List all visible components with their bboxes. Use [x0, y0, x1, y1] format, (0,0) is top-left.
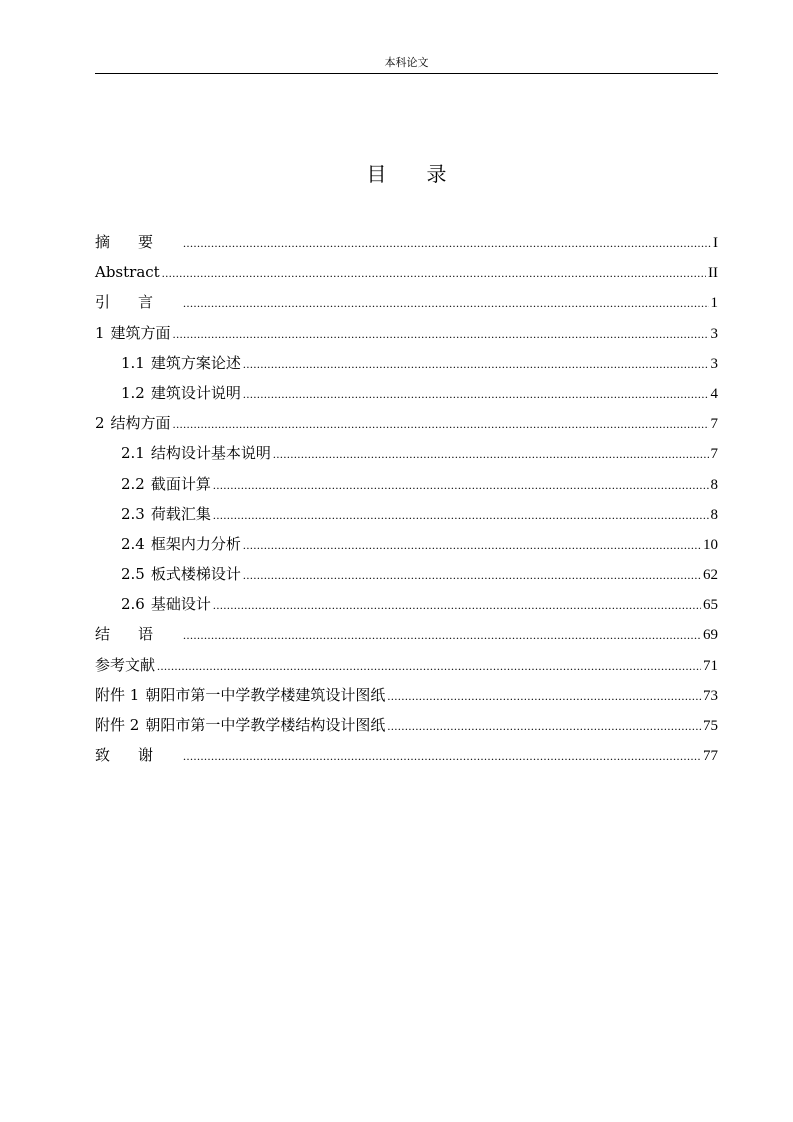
toc-entry-page: 77: [703, 748, 718, 765]
toc-entry-text: 截面计算: [150, 474, 211, 493]
toc-entry-label: [95, 740, 181, 770]
toc-entry-label: [95, 650, 155, 680]
toc-entry-text: 板式楼梯设计: [150, 565, 241, 584]
toc-entry-page: 62: [703, 567, 718, 584]
toc-entry-number: 2.4: [121, 534, 145, 553]
toc-entry-text: 结构设计基本说明: [150, 444, 271, 463]
toc-dot-leader: [213, 590, 701, 620]
toc-dot-leader: [183, 620, 701, 650]
toc-entry-label: [95, 408, 171, 438]
toc-dot-leader: [273, 439, 709, 469]
toc-entry[interactable]: [95, 589, 718, 619]
toc-dot-leader: [243, 349, 709, 379]
table-of-contents: [95, 227, 718, 770]
toc-entry-number: 2.3: [121, 504, 145, 523]
toc-entry-number: 2: [95, 414, 105, 433]
toc-entry-page: 3: [710, 325, 718, 342]
toc-entry-page: 8: [710, 476, 718, 493]
toc-entry-number: 附件 2: [95, 716, 140, 734]
toc-dot-leader: [243, 379, 709, 409]
toc-entry-page: 7: [710, 446, 718, 463]
toc-entry-page: 69: [703, 627, 718, 644]
toc-entry-text: 参考文献: [95, 655, 156, 674]
toc-entry-page: II: [708, 265, 718, 282]
toc-dot-leader: [387, 681, 701, 711]
toc-entry-label: [121, 589, 211, 619]
header-rule: [95, 73, 718, 74]
toc-entry-label: [121, 469, 211, 499]
toc-entry-label: [95, 680, 385, 710]
toc-entry-text: 荷载汇集: [150, 504, 211, 523]
toc-entry[interactable]: [95, 348, 718, 378]
toc-entry-label: [95, 257, 160, 287]
toc-entry-label: [121, 348, 241, 378]
toc-entry-number: 2.1: [121, 444, 145, 463]
toc-entry-page: 75: [703, 718, 718, 734]
toc-entry-number: 2.6: [121, 595, 145, 614]
toc-entry-text: Abstract: [95, 263, 160, 282]
toc-entry-text: 朝阳市第一中学教学楼建筑设计图纸: [145, 685, 386, 704]
toc-dot-leader: [157, 651, 701, 681]
toc-dot-leader: [213, 500, 709, 530]
toc-entry-page: 1: [710, 295, 718, 312]
toc-entry-page: 65: [703, 597, 718, 614]
toc-dot-leader: [162, 258, 706, 288]
toc-dot-leader: [387, 711, 701, 741]
toc-entry-page: I: [713, 235, 718, 251]
toc-entry-label: [95, 619, 181, 649]
toc-entry[interactable]: [95, 529, 718, 559]
toc-entry-text: 建筑方案论述: [150, 353, 241, 372]
toc-entry[interactable]: [95, 438, 718, 468]
toc-entry-label: [95, 318, 171, 348]
toc-entry[interactable]: [95, 378, 718, 408]
toc-entry-label: [121, 499, 211, 529]
toc-entry-text: 朝阳市第一中学教学楼结构设计图纸: [145, 716, 386, 734]
toc-dot-leader: [183, 288, 708, 318]
toc-dot-leader: [183, 228, 711, 258]
toc-entry[interactable]: [95, 318, 718, 348]
toc-entry-number: 1.1: [121, 353, 145, 372]
toc-entry-label: [121, 529, 241, 559]
toc-entry-label: [95, 710, 385, 740]
toc-entry-page: 71: [703, 657, 718, 674]
page-title: 目录: [366, 162, 487, 186]
toc-dot-leader: [183, 741, 701, 771]
toc-entry-number: 附件 1: [95, 685, 140, 704]
toc-entry-text: 建筑设计说明: [150, 383, 241, 402]
toc-entry-text: 基础设计: [150, 595, 211, 614]
toc-entry[interactable]: [95, 287, 718, 317]
toc-entry-text: 引言: [95, 293, 182, 312]
toc-entry-text: 结构方面: [110, 414, 171, 433]
toc-entry-text: 摘要: [95, 233, 182, 251]
toc-entry-number: 2.5: [121, 565, 145, 584]
toc-entry[interactable]: [95, 469, 718, 499]
toc-entry-label: [121, 559, 241, 589]
toc-dot-leader: [173, 319, 709, 349]
toc-entry[interactable]: [95, 257, 718, 287]
toc-entry-text: 致谢: [95, 746, 182, 765]
toc-entry-label: [121, 378, 241, 408]
toc-entry-number: 1: [95, 323, 105, 342]
toc-entry[interactable]: [95, 680, 718, 710]
toc-entry[interactable]: [95, 227, 718, 257]
toc-dot-leader: [213, 470, 709, 500]
toc-entry-text: 结语: [95, 625, 182, 644]
toc-entry-page: 10: [703, 536, 718, 553]
toc-entry-label: [95, 287, 181, 317]
toc-entry-page: 73: [703, 687, 718, 704]
toc-entry-number: 2.2: [121, 474, 145, 493]
toc-entry-page: 7: [710, 416, 718, 433]
toc-entry[interactable]: [95, 619, 718, 649]
toc-entry[interactable]: [95, 740, 718, 770]
toc-entry-number: 1.2: [121, 383, 145, 402]
toc-entry[interactable]: [95, 650, 718, 680]
toc-entry-text: 建筑方面: [110, 323, 171, 342]
toc-entry-page: 4: [710, 385, 718, 402]
toc-entry-text: 框架内力分析: [150, 534, 241, 553]
toc-dot-leader: [243, 530, 701, 560]
toc-entry-page: 8: [710, 506, 718, 523]
toc-entry-label: [95, 227, 181, 257]
toc-entry[interactable]: [95, 499, 718, 529]
toc-entry[interactable]: [95, 408, 718, 438]
toc-entry-label: [121, 438, 271, 468]
page-header: 本科论文: [384, 56, 429, 69]
toc-entry-page: 3: [710, 355, 718, 372]
toc-dot-leader: [173, 409, 709, 439]
toc-entry[interactable]: [95, 710, 718, 740]
toc-dot-leader: [243, 560, 701, 590]
toc-entry[interactable]: [95, 559, 718, 589]
